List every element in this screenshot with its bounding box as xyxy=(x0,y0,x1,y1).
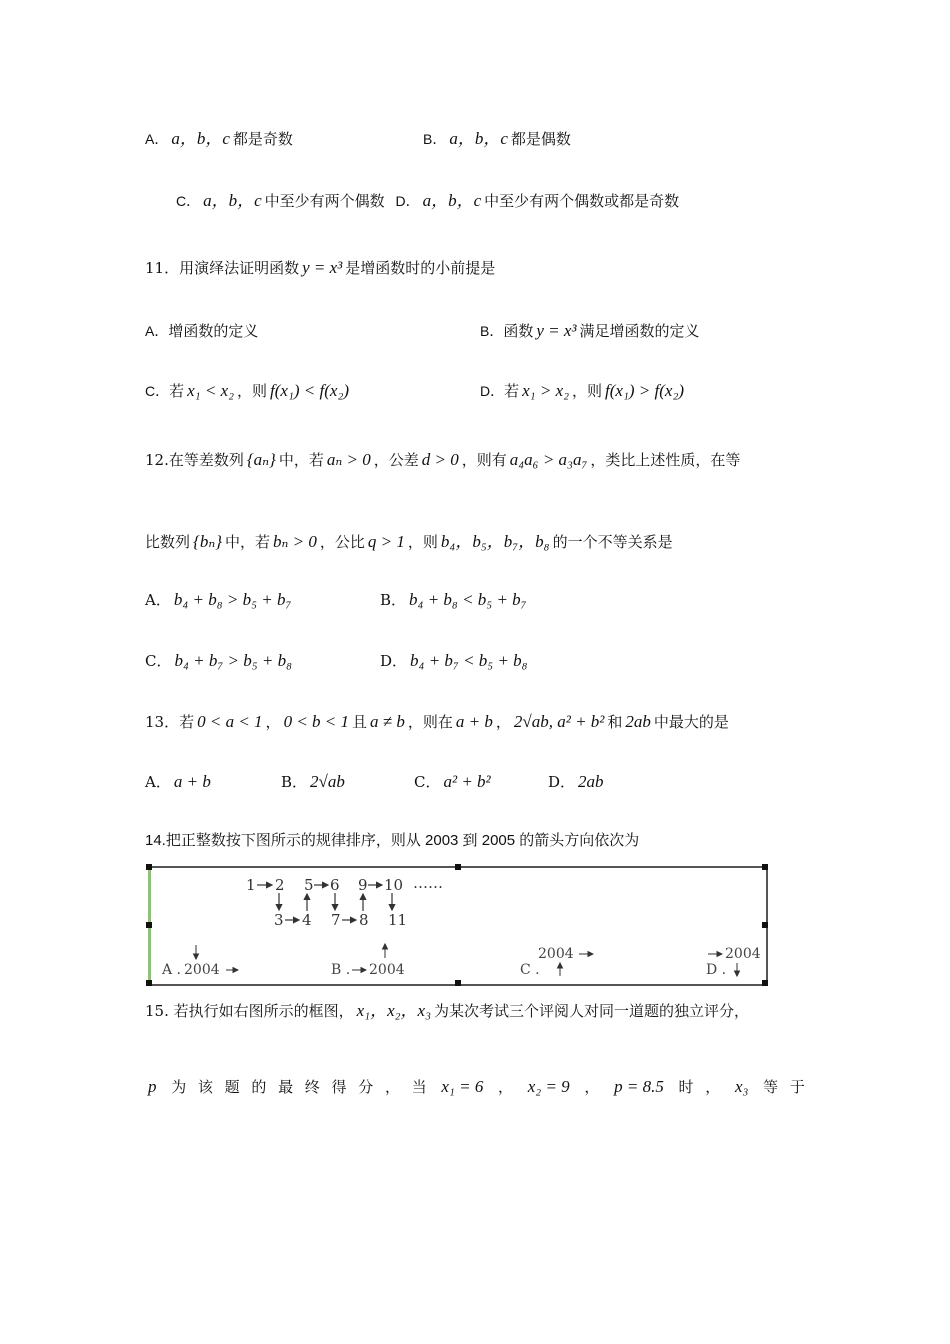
fig-option-c-num: 2004 xyxy=(538,946,574,962)
q10-options-ab xyxy=(145,128,293,150)
q10-c-math: a，b，c xyxy=(203,191,262,210)
q15-token: 题 xyxy=(224,1078,240,1096)
q12-d-math: b₄ + b₇ < b₅ + b₈ xyxy=(410,651,528,670)
q15-token: p = 8.5 xyxy=(614,1077,664,1096)
q11-d-res: f(x₁) > f(x₂) xyxy=(605,381,685,400)
q13-post: 中最大的是 xyxy=(653,713,729,731)
q13-sep1: ， xyxy=(265,713,281,731)
fig-option-a-num: 2004 xyxy=(184,962,220,978)
q12-option-c xyxy=(145,650,295,672)
q11-b-math: y = x³ xyxy=(536,321,577,340)
q11-c-res: f(x₁) < f(x₂) xyxy=(270,381,350,400)
q12-l2-a: 比数列 xyxy=(145,533,191,551)
q10-c-text: 中至少有两个偶数 xyxy=(264,192,385,210)
q10-b-math: a，b，c xyxy=(449,129,508,148)
q13-c-label: C． xyxy=(414,773,441,791)
q15-stem-line2 xyxy=(145,1076,805,1097)
fig-num-7: 7 xyxy=(331,911,341,929)
q12-terms: b₄，b₅，b₇，b₈ xyxy=(440,532,550,551)
fig-option-d-num: 2004 xyxy=(725,946,761,962)
q12-bn-pos: bₙ > 0 xyxy=(273,532,317,551)
q11-suffix: 是增函数时的小前提是 xyxy=(345,259,496,277)
q12-a-math: b₄ + b₈ > b₅ + b₇ xyxy=(173,590,292,609)
q15-l1-a: 15. 若执行如右图所示的框图， xyxy=(145,1002,354,1020)
q15-token: ， xyxy=(384,1078,400,1096)
q10-a-label: A． xyxy=(145,131,169,147)
fig-ellipsis: …… xyxy=(413,874,443,892)
fig-num-8: 8 xyxy=(359,911,369,929)
q12-b-label: B． xyxy=(380,591,407,609)
fig-option-c-label: C . xyxy=(520,962,540,978)
q15-token: 时 xyxy=(678,1078,694,1096)
q15-token: 该 xyxy=(197,1078,213,1096)
q13-d-label: D． xyxy=(548,773,576,791)
q15-token: 最 xyxy=(278,1078,294,1096)
q12-seq-b: {bₙ} xyxy=(193,532,223,551)
q12-l1-c: ，公差 xyxy=(373,451,419,469)
q15-token: x₂ = 9 xyxy=(527,1077,570,1096)
q11-a-label: A． xyxy=(145,323,169,339)
q12-l2-e: 的一个不等关系是 xyxy=(552,533,673,551)
q14-text: 14.把正整数按下图所示的规律排序，则从 2003 到 2005 的箭头方向依次为 xyxy=(145,832,640,849)
q13-option-a xyxy=(145,771,214,793)
q15-token: 当 xyxy=(411,1078,427,1096)
q13-b-label: B． xyxy=(281,773,308,791)
q15-token: ， xyxy=(584,1078,600,1096)
q12-option-d xyxy=(380,650,531,672)
q13-e2: 2√ab, a² + b² xyxy=(513,712,605,731)
q11-b-post: 满足增函数的定义 xyxy=(579,322,700,340)
q13-sep2: ， xyxy=(495,713,511,731)
q11-c-mid: ，则 xyxy=(237,382,268,400)
q11-c-label: C． xyxy=(145,383,170,399)
fig-num-3: 3 xyxy=(274,911,284,929)
q13-stem xyxy=(145,711,729,733)
q12-d-pos: d > 0 xyxy=(421,450,459,469)
q13-b-math: 2√ab xyxy=(310,772,345,791)
q10-options-cd xyxy=(176,190,679,212)
fig-option-b-label: B . xyxy=(331,962,351,978)
q15-token: 于 xyxy=(789,1078,805,1096)
q10-b-label: B． xyxy=(423,131,447,147)
fig-option-d-label: D . xyxy=(706,962,727,978)
q13-a-math: a + b xyxy=(173,772,211,791)
q13-c-math: a² + b² xyxy=(443,772,491,791)
q12-l2-d: ，则 xyxy=(407,533,438,551)
q12-l1-d: ，则有 xyxy=(461,451,507,469)
q12-q-gt: q > 1 xyxy=(367,532,405,551)
q12-b-math: b₄ + b₈ < b₅ + b₇ xyxy=(409,590,527,609)
q11-d-label: D． xyxy=(480,383,505,399)
q12-l2-b: 中，若 xyxy=(225,533,271,551)
q12-l1-b: 中，若 xyxy=(278,451,324,469)
q13-option-d xyxy=(548,771,607,793)
q11-d-pre: 若 xyxy=(504,382,520,400)
q13-option-b xyxy=(281,771,348,793)
fig-num-6: 6 xyxy=(330,876,340,894)
q11-d-cond: x₁ > x₂ xyxy=(522,381,570,400)
q13-d-math: 2ab xyxy=(578,772,604,791)
q11-b-label: B． xyxy=(480,323,504,339)
fig-num-10: 10 xyxy=(384,876,404,894)
fig-num-11: 11 xyxy=(388,911,408,929)
q11-prefix: 11．用演绎法证明函数 xyxy=(145,259,300,277)
q11-option-a xyxy=(145,320,258,342)
q13-c2: 0 < b < 1 xyxy=(283,712,350,731)
q15-token: x₃ xyxy=(734,1077,749,1096)
q15-token: 终 xyxy=(304,1078,320,1096)
q14-stem xyxy=(145,829,639,852)
q13-mid: ，则在 xyxy=(407,713,453,731)
q11-c-cond: x₁ < x₂ xyxy=(187,381,235,400)
q12-d-label: D． xyxy=(380,652,408,670)
fig-num-9: 9 xyxy=(358,876,368,894)
q10-a-math: a，b，c xyxy=(171,129,230,148)
q10-option-b xyxy=(423,128,571,150)
fig-num-4: 4 xyxy=(302,911,312,929)
q15-l1-b: 为某次考试三个评阅人对同一道题的独立评分， xyxy=(434,1002,750,1020)
q12-ineq-a: a₄a₆ > a₃a₇ xyxy=(509,450,588,469)
q15-token: 等 xyxy=(763,1078,779,1096)
q10-d-label: D． xyxy=(395,193,420,209)
q11-a-text: 增函数的定义 xyxy=(168,322,259,340)
q12-l2-c: ，公比 xyxy=(319,533,365,551)
q13-e1: a + b xyxy=(455,712,493,731)
q15-stem-line1 xyxy=(145,1000,749,1022)
q15-token: 的 xyxy=(251,1078,267,1096)
q15-token: 为 xyxy=(171,1078,187,1096)
q13-he: 和 xyxy=(607,713,623,731)
q12-seq-a: {aₙ} xyxy=(246,450,276,469)
q15-token: ， xyxy=(705,1078,721,1096)
q15-token: p xyxy=(148,1077,157,1096)
q12-option-b xyxy=(380,589,530,611)
q10-c-label: C． xyxy=(176,193,201,209)
q13-pre: 13．若 xyxy=(145,713,195,731)
q12-an-pos: aₙ > 0 xyxy=(326,450,371,469)
q10-d-math: a，b，c xyxy=(422,191,482,210)
q11-func: y = x³ xyxy=(302,258,343,277)
q13-e3: 2ab xyxy=(625,712,651,731)
q11-option-c xyxy=(145,380,352,402)
q15-token: ， xyxy=(498,1078,514,1096)
q12-c-math: b₄ + b₇ > b₅ + b₈ xyxy=(174,651,293,670)
q13-c3: a ≠ b xyxy=(370,712,405,731)
q12-c-label: C． xyxy=(145,652,172,670)
fig-num-2: 2 xyxy=(275,876,285,894)
q11-stem xyxy=(145,257,495,279)
number-arrangement-figure xyxy=(150,868,766,984)
q15-vars: x₁，x₂，x₃ xyxy=(356,1001,431,1020)
q10-b-text: 都是偶数 xyxy=(510,130,571,148)
q12-stem-line1 xyxy=(145,449,740,471)
q11-b-pre: 函数 xyxy=(503,322,534,340)
q15-token: x₁ = 6 xyxy=(441,1077,484,1096)
q12-l1-a: 12.在等差数列 xyxy=(145,451,244,469)
q11-c-pre: 若 xyxy=(169,382,185,400)
q13-and: 且 xyxy=(352,713,368,731)
fig-option-b-num: 2004 xyxy=(369,962,405,978)
q12-l1-e: ，类比上述性质，在等 xyxy=(590,451,741,469)
q13-c1: 0 < a < 1 xyxy=(197,712,263,731)
fig-num-1: 1 xyxy=(246,876,256,894)
q14-figure-frame xyxy=(148,866,768,986)
q12-option-a xyxy=(145,589,294,611)
q12-a-label: A． xyxy=(145,591,171,609)
q13-a-label: A． xyxy=(145,773,171,791)
q15-token: 得 xyxy=(331,1078,347,1096)
q10-d-text: 中至少有两个偶数或都是奇数 xyxy=(484,192,680,210)
fig-num-5: 5 xyxy=(304,876,314,894)
q11-option-b xyxy=(480,320,700,342)
q10-a-text: 都是奇数 xyxy=(232,130,293,148)
q15-token: 分 xyxy=(358,1078,374,1096)
q11-d-mid: ，则 xyxy=(572,382,603,400)
fig-option-a-label: A . xyxy=(162,962,182,978)
q13-option-c xyxy=(414,771,494,793)
q12-stem-line2 xyxy=(145,531,673,553)
q11-option-d xyxy=(480,380,687,402)
